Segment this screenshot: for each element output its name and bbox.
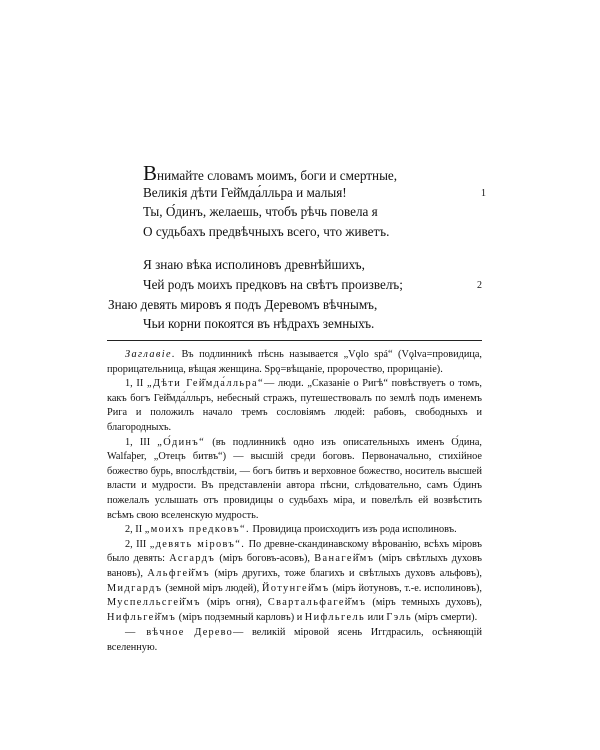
note-4-term: „девять міровъ“. xyxy=(149,538,246,550)
world-niflheim: Нифльгей̆мъ xyxy=(107,611,177,623)
note-3-ref: 2, II xyxy=(125,524,143,536)
world-hel: Гэль xyxy=(386,611,413,623)
poem-line-2: Великія дѣти Гей̆мда́лльра и малыя! xyxy=(143,185,347,200)
note-3-term: „моихъ предковъ“. xyxy=(144,524,250,536)
world-asgard: Асгардъ xyxy=(169,553,216,565)
world-alfheim: Альфгей̆мъ xyxy=(147,567,210,579)
world-vanaheim-desc: (міръ свѣтлыхъ духовъ вановъ), xyxy=(107,553,482,579)
note-2-text: (въ подлинникѣ одно изъ описательныхъ именъ О́дина, Walfaþer, „Отецъ битвъ“) — высшій среди боговъ. Первоначально, стихійное божество бурь, впослѣдствіи, — богъ битвъ и верховное божество, носитель высшей власти и мудрости. Въ представленіи автора пѣсни, слѣдовательно, самъ О́динъ пожелалъ услышать отъ провидицы о судьбахъ міра, и повелѣлъ ей возвѣстить всѣмъ свою вселенскую мудрость. xyxy=(107,436,483,521)
note-5-text: — великій міровой ясень Иггдрасиль, осѣняющій вселенную. xyxy=(107,627,482,653)
world-muspelheim-desc: (міръ огня), xyxy=(206,597,262,609)
note-4-ref: 2, III xyxy=(125,538,147,550)
note-3-text: Провидица происходитъ изъ рода исполиновъ. xyxy=(252,524,457,536)
stanza-number-2: 2 xyxy=(477,280,482,291)
note-2-ref: 1, III xyxy=(125,436,151,448)
world-muspelheim: Муспелльсгей̆мъ xyxy=(107,597,201,609)
note-3 xyxy=(107,523,482,538)
note-title xyxy=(107,348,482,377)
stanza-number-1: 1 xyxy=(481,188,486,199)
note-title-label: Заглавіе. xyxy=(125,349,176,360)
world-svartalfheim-desc: (міръ темныхъ духовъ), xyxy=(372,597,483,609)
poem-line-3: Ты, О́динъ, желаешь, чтобъ рѣчь повела я xyxy=(143,204,378,219)
note-5-term: — вѣчное Дерево xyxy=(125,627,233,639)
world-vanaheim: Ванагей̆мъ xyxy=(314,553,375,565)
poem-line-8: Чьи корни покоятся въ нѣдрахъ земныхъ. xyxy=(143,316,375,331)
poem-line-5: Я знаю вѣка исполиновъ древнѣйшихъ, xyxy=(143,257,365,272)
note-1-term: „Дѣти Гей̆мда́лльра“ xyxy=(146,378,265,390)
world-jotunheim-desc: (міръ йотуновъ, т.-е. исполиновъ), xyxy=(332,582,483,594)
note-2 xyxy=(107,436,482,524)
poem-line-7: Знаю девять мировъ я подъ Деревомъ вѣчнымъ, xyxy=(108,297,378,312)
note-1-text: — люди. „Сказаніе о Ригѣ“ повѣствуетъ о томъ, какъ богъ Гей̆мда́лльръ, небесный стражъ, путешествовалъ по землѣ подъ именемъ Рига и положилъ начало тремъ сословіямъ людей: рабовъ, свободныхъ и благородныхъ. xyxy=(107,378,482,433)
poem-line-4: О судьбахъ предвѣчныхъ всего, что живетъ. xyxy=(143,224,390,239)
poem-line-1-text: нимайте словамъ моимъ, боги и смертные, xyxy=(157,168,398,183)
world-hel-desc: (міръ смерти). xyxy=(414,611,478,623)
poem-line-1 xyxy=(143,161,398,185)
world-niflheim-desc: (міръ подземный карловъ) и xyxy=(178,611,303,623)
note-2-term: „О́динъ“ xyxy=(157,436,206,448)
note-4-text: По древне-скандинавскому вѣрованію, всѣхъ міровъ было девять: xyxy=(107,538,482,565)
note-1-ref: 1, II xyxy=(125,378,144,390)
world-niflhel: Нифльгель xyxy=(304,611,366,623)
note-5 xyxy=(107,626,482,655)
world-midgard-desc: (земной міръ людей), xyxy=(165,582,260,594)
note-title-text: Въ подлинникѣ пѣснь называется „Vǫlo spá“ (Vǫlva=провидица, прорицательница, вѣщая женщина. Spǫ=вѣщаніе, пророчество, прорицаніе). xyxy=(107,349,482,375)
note-1 xyxy=(107,377,482,435)
world-midgard: Мидгардъ xyxy=(107,582,163,594)
world-asgard-desc: (міръ боговъ-асовъ), xyxy=(219,553,311,565)
world-jotunheim: Йотунгей̆мъ xyxy=(262,582,330,594)
world-or: или xyxy=(367,611,384,623)
drop-cap: В xyxy=(143,161,158,185)
footnotes xyxy=(107,348,482,655)
world-alfheim-desc: (міръ другихъ, тоже благихъ и свѣтлыхъ духовъ альфовъ), xyxy=(214,567,482,579)
footnote-rule xyxy=(107,340,482,341)
poem-line-6: Чей родъ моихъ предковъ на свѣтъ произвелъ; xyxy=(143,277,403,292)
note-4 xyxy=(107,538,482,626)
world-svartalfheim: Свартальфагей̆мъ xyxy=(267,597,367,609)
